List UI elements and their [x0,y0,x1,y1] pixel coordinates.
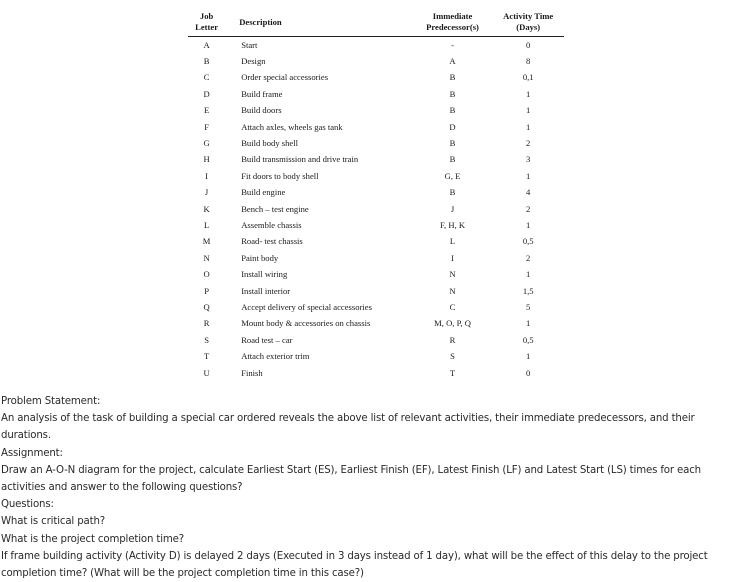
job-letter-cell: G [203,138,210,149]
description-cell: Paint body [241,252,279,263]
table-row [188,53,564,69]
predecessor-cell: L [449,236,456,247]
predecessor-cell: - [451,39,454,50]
predecessor-cell: T [449,367,456,378]
predecessor-cell: A [449,56,456,67]
question-delay-effect: If frame building activity (Activity D) is delayed 2 days (Executed in 3 days instead of 1 day), what will be the effect of this delay to the project completion time? (What will be the project completion time in this case?) [1,550,708,580]
header-predecessors-line1: Immediate [432,11,473,21]
job-letter-cell: H [203,154,210,165]
table-row [188,135,564,151]
table-row [188,152,564,168]
predecessor-cell: F, H, K [439,219,466,230]
predecessor-cell: B [449,105,456,116]
description-cell: Mount body & accessories on chassis [241,318,371,329]
assignment-body: Draw an A-O-N diagram for the project, calculate Earliest Start (ES), Earliest Finish (EF), Latest Finish (LF) and Latest Start (LS) times for each activities and answer to the following questions? [1,464,701,494]
description-cell: Accept delivery of special accessories [241,301,372,312]
predecessor-cell: B [449,154,456,165]
description-cell: Fit doors to body shell [241,170,319,181]
table-row [188,299,564,315]
job-letter-cell: L [203,219,210,230]
table-row [188,86,564,102]
description-cell: Build transmission and drive train [241,154,359,165]
activity-table-header [188,8,564,37]
activity-time-cell: 3 [526,154,531,165]
header-job-letter [188,8,225,37]
assignment-heading: Assignment: [1,447,63,459]
header-activity-time [492,8,564,37]
table-row [188,168,564,184]
header-job-letter-line2: Letter [195,22,219,32]
description-cell: Order special accessories [241,72,329,83]
table-row [188,266,564,282]
predecessor-cell: B [449,72,456,83]
questions-heading: Questions: [1,499,54,511]
activity-time-cell: 1 [526,351,531,362]
description-cell: Start [241,39,258,50]
activity-table [188,8,564,381]
problem-text-block [1,393,741,582]
predecessor-cell: B [449,138,456,149]
table-row [188,70,564,86]
job-letter-cell: U [203,367,210,378]
description-cell: Finish [241,367,263,378]
activity-time-cell: 2 [526,138,531,149]
header-row [188,8,564,37]
description-cell: Attach axles, wheels gas tank [241,121,343,132]
job-letter-cell: C [203,72,210,83]
table-row [188,185,564,201]
activity-time-cell: 8 [526,56,531,67]
header-activity-time-line1: Activity Time [503,11,554,21]
description-cell: Assemble chassis [241,219,302,230]
activity-time-cell: 1 [526,121,531,132]
activity-time-cell: 0 [526,39,531,50]
predecessor-cell: G, E [444,170,461,181]
table-row [188,332,564,348]
job-letter-cell: T [203,351,210,362]
job-letter-cell: E [203,105,210,116]
description-cell: Design [241,56,266,67]
problem-statement-body: An analysis of the task of building a special car ordered reveals the above list of relevant activities, their immediate predecessors, and their durations. [1,413,695,442]
activity-time-cell: 0,5 [522,236,534,247]
table-row [188,316,564,332]
activity-time-cell: 1 [526,170,531,181]
table-row [188,283,564,299]
header-predecessors [413,8,493,37]
predecessor-cell: N [449,285,456,296]
job-letter-cell: J [204,187,209,198]
predecessor-cell: B [449,187,456,198]
predecessor-cell: N [449,269,456,280]
description-cell: Build doors [241,105,282,116]
predecessor-cell: S [450,351,455,362]
job-letter-cell: M [202,236,211,247]
job-letter-cell: Q [203,301,210,312]
activity-table-body [188,37,564,382]
predecessor-cell: R [449,334,456,345]
activity-time-cell: 2 [526,203,531,214]
description-cell: Build body shell [241,138,299,149]
activity-time-cell: 4 [526,187,531,198]
activity-time-cell: 1 [526,318,531,329]
activity-time-cell: 2 [526,252,531,263]
table-row [188,365,564,381]
predecessor-cell: D [449,121,456,132]
description-cell: Install wiring [241,269,288,280]
question-critical-path: What is critical path? [1,516,106,528]
predecessor-cell: M, O, P, Q [434,318,471,329]
job-letter-cell: N [203,252,210,263]
activity-time-cell: 0,1 [522,72,534,83]
table-row [188,103,564,119]
job-letter-cell: S [204,334,209,345]
job-letter-cell: F [204,121,209,132]
table-row [188,234,564,250]
job-letter-cell: I [205,170,209,181]
activity-time-cell: 1,5 [522,285,534,296]
activity-time-cell: 1 [526,219,531,230]
table-row [188,37,564,54]
activity-time-cell: 5 [526,301,531,312]
header-activity-time-line2: (Days) [516,22,541,32]
job-letter-cell: D [203,88,210,99]
job-letter-cell: A [203,39,210,50]
job-letter-cell: K [203,203,210,214]
job-letter-cell: B [203,56,210,67]
description-cell: Bench – test engine [241,203,309,214]
activity-time-cell: 0,5 [522,334,534,345]
header-description: Description [225,8,412,37]
table-row [188,119,564,135]
predecessor-cell: J [450,203,455,214]
description-cell: Road- test chassis [241,236,303,247]
predecessor-cell: B [449,88,456,99]
job-letter-cell: P [204,285,209,296]
activity-table-container [188,8,564,381]
table-row [188,201,564,217]
question-completion-time: What is the project completion time? [1,533,185,545]
description-cell: Attach exterior trim [241,351,310,362]
problem-statement-heading: Problem Statement: [1,396,101,407]
table-row [188,250,564,266]
description-cell: Build frame [241,88,283,99]
description-cell: Road test – car [241,334,293,345]
job-letter-cell: R [203,318,210,329]
description-cell: Install interior [241,285,291,296]
table-row [188,348,564,364]
predecessor-cell: I [451,252,454,263]
header-predecessors-line2: Predecessor(s) [426,22,479,32]
activity-time-cell: 0 [526,367,531,378]
activity-time-cell: 1 [526,269,531,280]
description-cell: Build engine [241,187,286,198]
activity-time-cell: 1 [526,88,531,99]
table-row [188,217,564,233]
predecessor-cell: C [449,301,456,312]
header-job-letter-line1: Job [199,11,214,21]
activity-time-cell: 1 [526,105,531,116]
job-letter-cell: O [203,269,210,280]
